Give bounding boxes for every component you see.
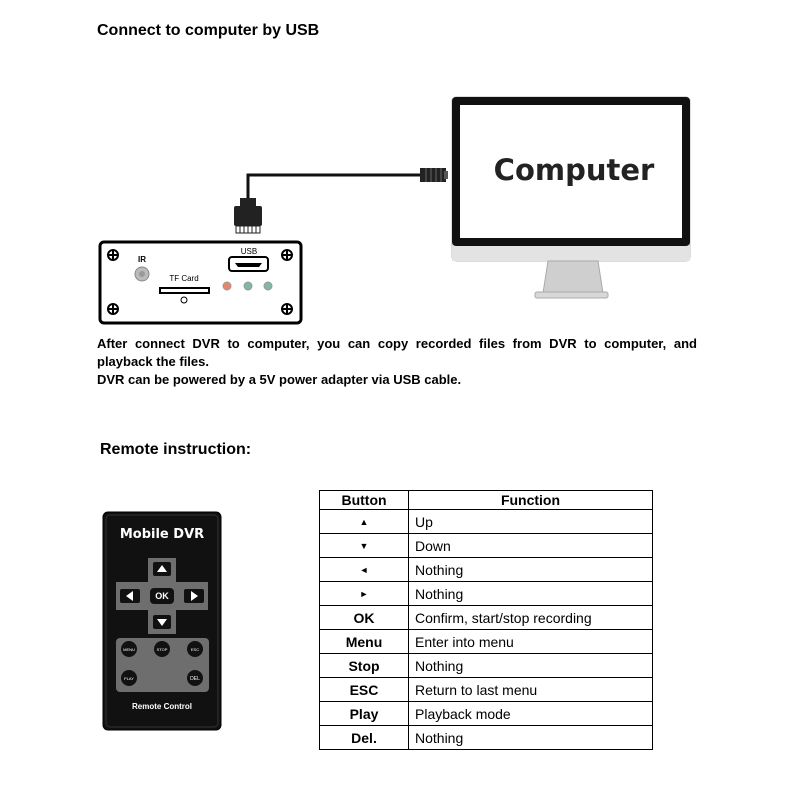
column-header-function: Function: [409, 491, 653, 510]
function-cell: Down: [409, 534, 653, 558]
table-row: [320, 630, 653, 654]
table-header-row: [320, 491, 653, 510]
button-cell: Del.: [320, 726, 409, 750]
description-line: After connect DVR to computer, you can copy recorded files from DVR to computer, and playback the files.: [97, 336, 697, 369]
function-cell: Nothing: [409, 582, 653, 606]
monitor-screen-label: Computer: [493, 153, 655, 187]
table-row: [320, 726, 653, 750]
stop-label: STOP: [156, 647, 168, 652]
function-cell: Playback mode: [409, 702, 653, 726]
button-cell: Menu: [320, 630, 409, 654]
button-cell: ▲: [320, 510, 409, 534]
function-cell: Return to last menu: [409, 678, 653, 702]
table-row: [320, 558, 653, 582]
remote-keypad: [116, 638, 209, 692]
table-row: [320, 702, 653, 726]
table-row: [320, 678, 653, 702]
remote-control-illustration: [0, 0, 320, 800]
table-row: [320, 654, 653, 678]
section-title-usb: Connect to computer by USB: [97, 22, 320, 39]
button-cell: ►: [320, 582, 409, 606]
function-cell: Enter into menu: [409, 630, 653, 654]
ok-label: OK: [155, 591, 169, 601]
button-cell: ESC: [320, 678, 409, 702]
button-cell: OK: [320, 606, 409, 630]
table-row: [320, 534, 653, 558]
function-cell: Nothing: [409, 654, 653, 678]
remote-button-table: [319, 490, 653, 750]
usb-connector-monitor: [420, 168, 448, 182]
function-cell: Confirm, start/stop recording: [409, 606, 653, 630]
column-header-button: Button: [320, 491, 409, 510]
esc-label: ESC: [190, 647, 200, 652]
table-row: [320, 606, 653, 630]
table-row: [320, 582, 653, 606]
button-cell: ◄: [320, 558, 409, 582]
table-row: [320, 510, 653, 534]
del-label: DEL: [190, 676, 200, 682]
usb-label: USB: [240, 247, 258, 256]
computer-monitor: [452, 97, 690, 298]
play-label: PLAY: [124, 676, 134, 681]
function-cell: Nothing: [409, 558, 653, 582]
remote-footer-label: Remote Control: [132, 702, 192, 711]
menu-label: MENU: [123, 647, 135, 652]
button-cell: Play: [320, 702, 409, 726]
section-title-remote: Remote instruction:: [100, 441, 252, 458]
remote-brand-label: Mobile DVR: [119, 527, 205, 542]
function-cell: Nothing: [409, 726, 653, 750]
function-cell: Up: [409, 510, 653, 534]
tf-card-label: TF Card: [169, 274, 199, 283]
ir-label: IR: [138, 255, 146, 264]
button-cell: ▼: [320, 534, 409, 558]
button-cell: Stop: [320, 654, 409, 678]
description-line: DVR can be powered by a 5V power adapter via USB cable.: [97, 372, 462, 387]
